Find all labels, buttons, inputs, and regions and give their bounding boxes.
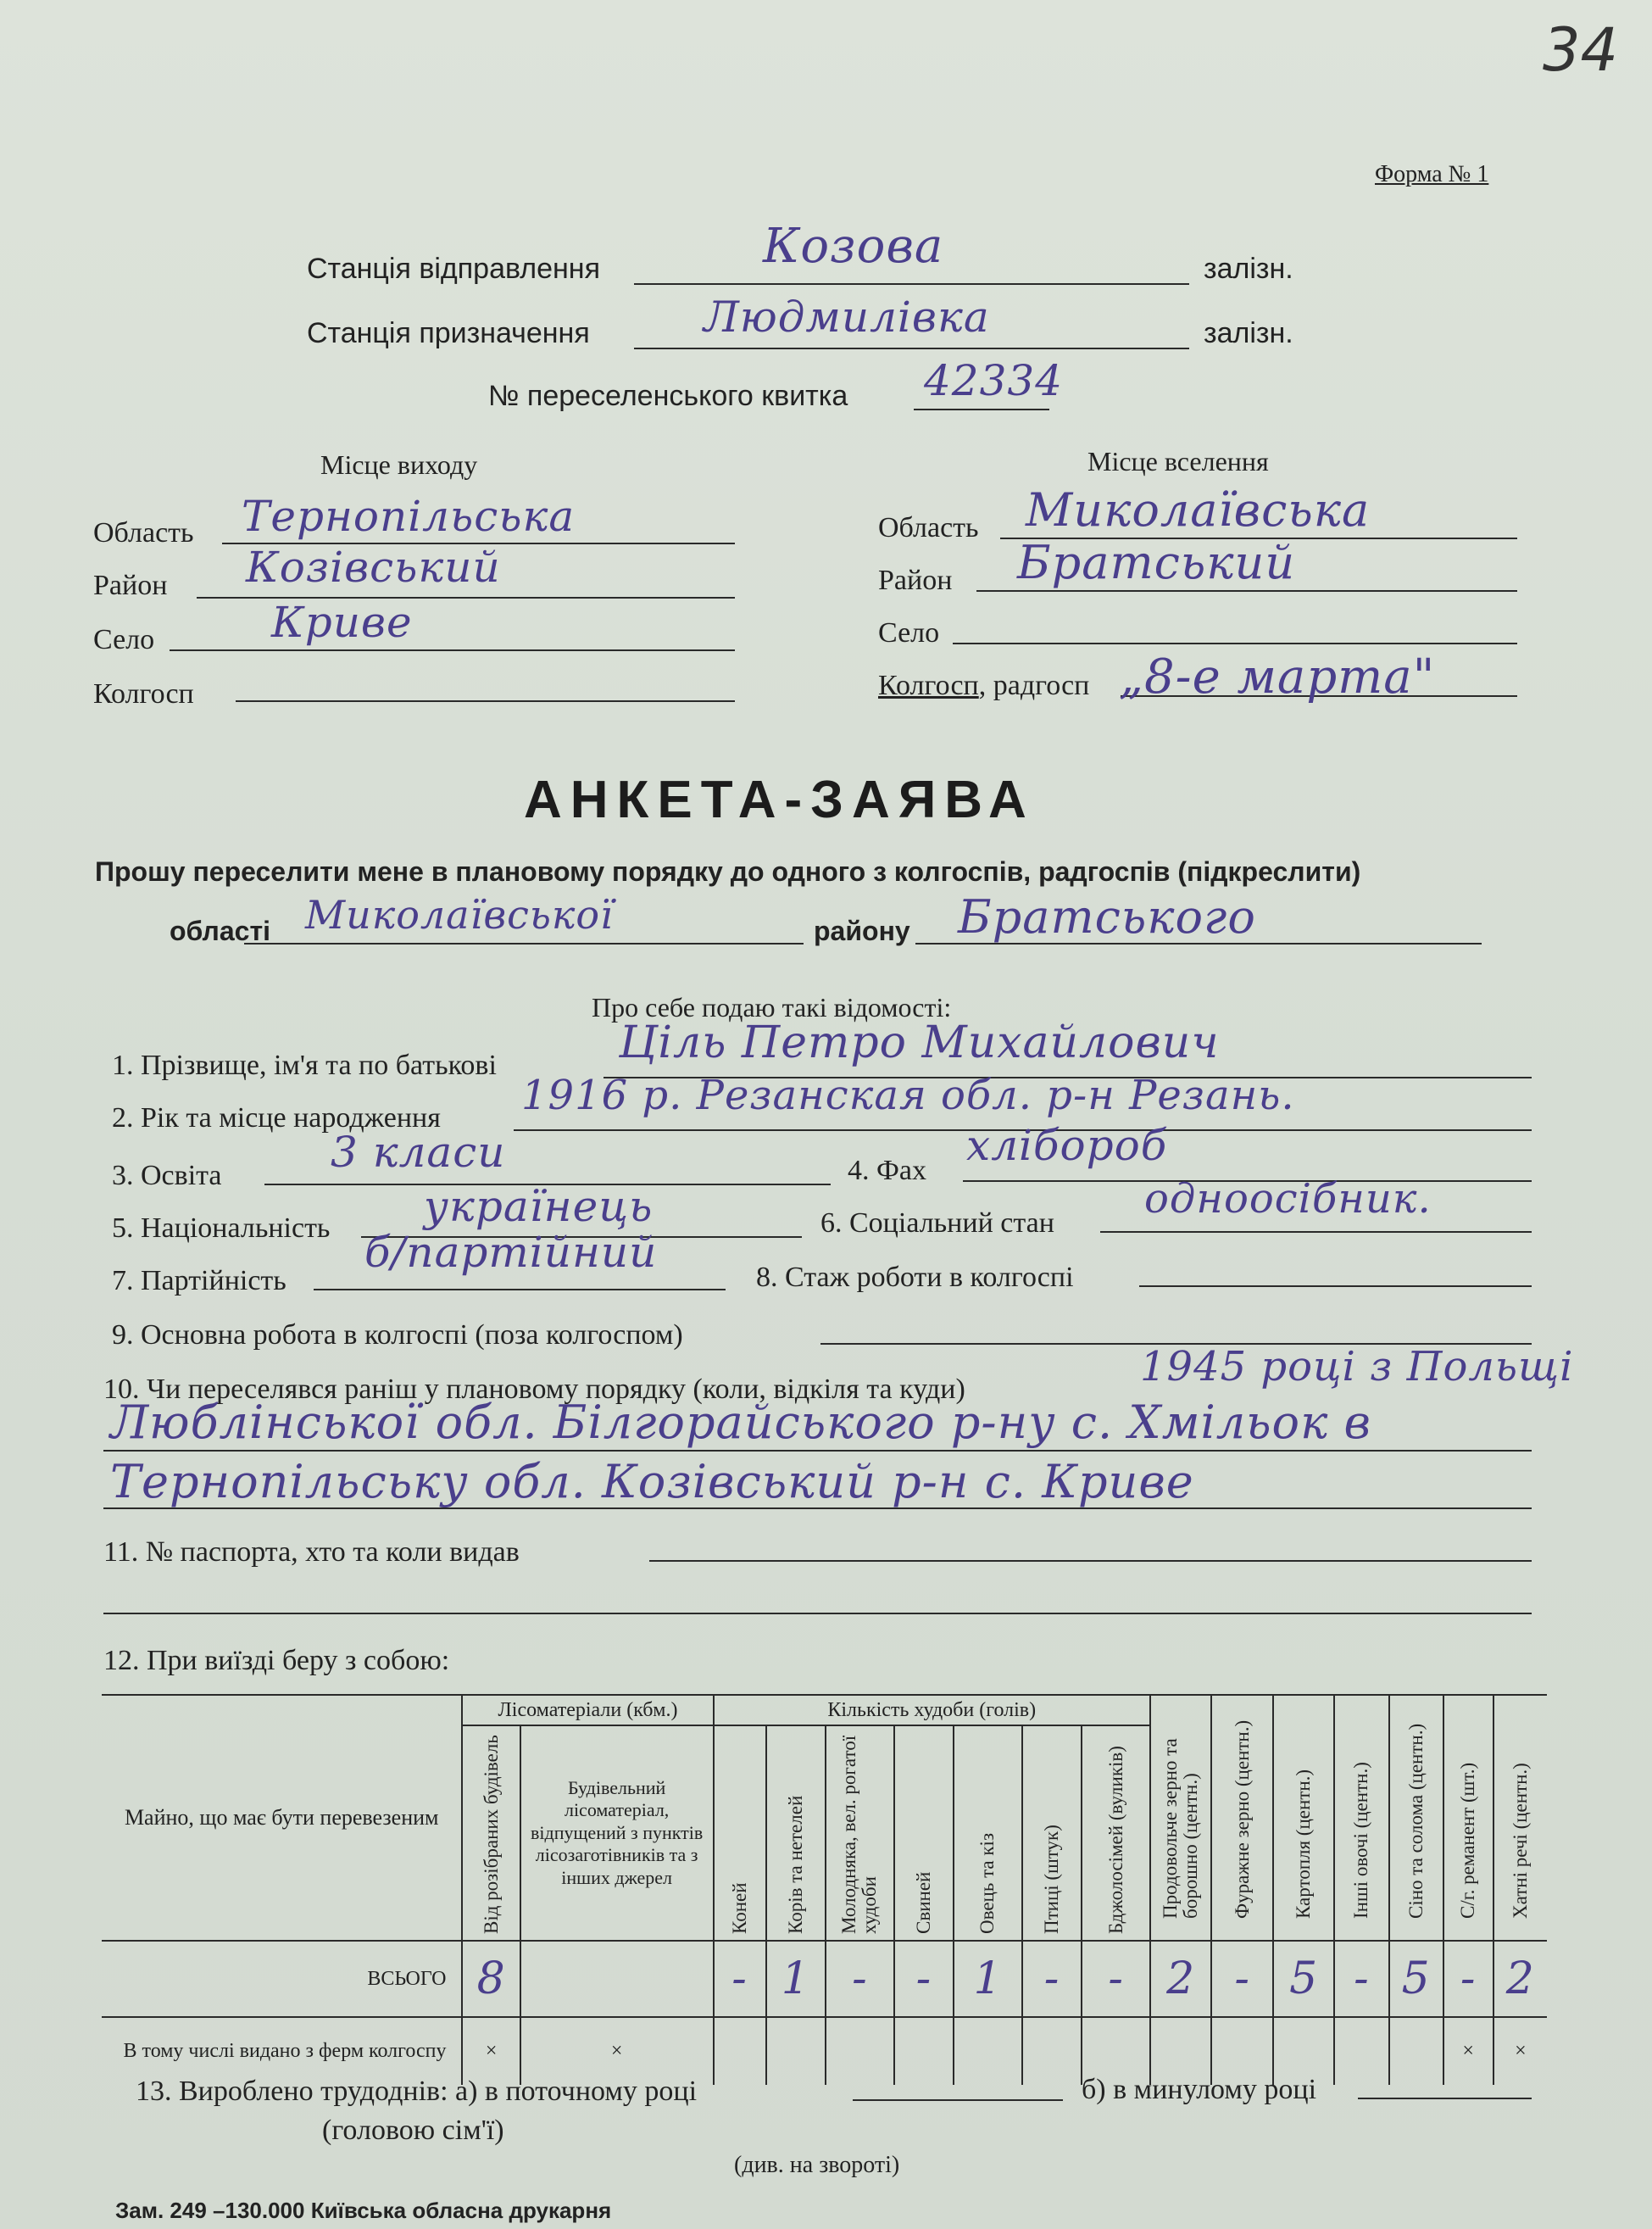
farm-cell (1022, 2017, 1082, 2085)
farm-cell (894, 2017, 954, 2085)
settlement-selo-line (953, 643, 1517, 644)
settlement-radhosp-label: , радгосп (978, 670, 1090, 701)
origin-raion-label: Район (93, 570, 168, 601)
origin-header: Місце виходу (320, 449, 478, 480)
q13-label: 13. Вироблено трудоднів: а) в поточному році (136, 2076, 698, 2107)
request-oblast-value: Миколаївської (305, 892, 614, 938)
printer-imprint: Зам. 249 –130.000 Київська обласна друкарня (115, 2198, 612, 2223)
q6-label: 6. Соціальний стан (820, 1207, 1054, 1239)
request-oblast-line (244, 943, 804, 945)
q6-line (1100, 1231, 1532, 1233)
departure-rail: залізн. (1204, 253, 1293, 285)
total-cell (520, 1941, 714, 2017)
settlement-header: Місце вселення (1087, 446, 1269, 476)
col-young-cattle: Молодняка, вел. рогатої худоби (826, 1725, 894, 1941)
farm-cell (1334, 2017, 1388, 2085)
origin-oblast-label: Область (93, 517, 194, 549)
request-raion-label: району (814, 916, 910, 946)
q7-line (314, 1289, 726, 1290)
q13-b-label: б) в минулому році (1082, 2074, 1317, 2105)
farm-cell (1389, 2017, 1443, 2085)
q1-label: 1. Прізвище, ім'я та по батькові (112, 1050, 497, 1081)
total-cell: - (1022, 1941, 1082, 2017)
departure-label: Станція відправлення (307, 253, 600, 285)
belongings-table (102, 1694, 1547, 2085)
property-header: Майно, що має бути перевезеним (124, 1805, 439, 1831)
form-number: Форма № 1 (1375, 161, 1489, 187)
q10-line-2 (103, 1450, 1532, 1452)
farm-cell: × (1493, 2017, 1547, 2085)
q4-value: хлібороб (966, 1121, 1168, 1170)
livestock-header: Кількість худоби (голів) (714, 1695, 1150, 1725)
total-cell: 1 (766, 1941, 826, 2017)
ticket-line (914, 409, 1049, 410)
farm-cell (714, 2017, 766, 2085)
farm-cell (954, 2017, 1022, 2085)
settlement-oblast-value: Миколаївська (1026, 483, 1371, 537)
request-text: Прошу переселити мене в плановому порядку до одного з колгоспів, радгоспів (підкреслити) (95, 856, 1361, 887)
q7-value: б/партійний (364, 1228, 658, 1277)
total-cell: - (894, 1941, 954, 2017)
farm-cell: × (520, 2017, 714, 2085)
about-intro: Про себе подаю такі відомості: (592, 992, 952, 1023)
total-label: ВСЬОГО (102, 1941, 462, 2017)
q7-label: 7. Партійність (112, 1265, 286, 1296)
total-cell: - (1211, 1941, 1272, 2017)
origin-selo-value: Криве (271, 598, 413, 647)
origin-selo-label: Село (93, 624, 155, 655)
request-oblast-label: області (170, 916, 270, 946)
col-tools: С/г. реманент (шт.) (1443, 1695, 1493, 1941)
col-beehives: Бджолосімей (вуликів) (1082, 1725, 1150, 1941)
col-fodder-grain: Фуражне зерно (центн.) (1211, 1695, 1272, 1941)
total-cell: - (1334, 1941, 1388, 2017)
q3-label: 3. Освіта (112, 1160, 222, 1191)
farm-cell (766, 2017, 826, 2085)
form-title: АНКЕТА-ЗАЯВА (524, 771, 1035, 829)
total-cell: 1 (954, 1941, 1022, 2017)
total-cell: - (714, 1941, 766, 2017)
settlement-selo-label: Село (878, 617, 940, 649)
settlement-kolhosp-label: Колгосп (878, 670, 979, 701)
total-cell: 2 (1150, 1941, 1211, 2017)
col-dismantled: Від розібраних будівель (462, 1725, 520, 1941)
col-sheep: Овець та кіз (954, 1725, 1022, 1941)
q6-value: одноосібник. (1144, 1175, 1432, 1223)
q11-line (649, 1560, 1532, 1562)
q8-label: 8. Стаж роботи в колгоспі (756, 1262, 1074, 1293)
q9-label: 9. Основна робота в колгоспі (поза колгоспом) (112, 1319, 683, 1351)
q1-value: Ціль Петро Михайлович (619, 1017, 1220, 1068)
col-potato: Картопля (центн.) (1273, 1695, 1334, 1941)
q5-label: 5. Національність (112, 1212, 331, 1244)
q10-value-2: Люблінської обл. Білгорайського р-ну с. Хмільок в (110, 1396, 1371, 1449)
settlement-kolhosp-row (878, 670, 1089, 702)
col-poultry: Птиці (штук) (1022, 1725, 1082, 1941)
departure-value: Козова (763, 219, 944, 274)
farm-cell (826, 2017, 894, 2085)
q8-line (1139, 1285, 1532, 1287)
q13-line-b (1358, 2098, 1532, 2099)
ticket-label: № переселенського квитка (488, 380, 848, 412)
origin-oblast-value: Тернопільська (242, 492, 576, 541)
col-building-lumber: Будівельний лісоматеріал, відпущений з пунктів лісозаготівників та з інших джерел (520, 1725, 714, 1941)
farm-cell: × (1443, 2017, 1493, 2085)
settlement-oblast-label: Область (878, 512, 979, 543)
origin-selo-line (170, 649, 735, 651)
total-cell: - (1443, 1941, 1493, 2017)
col-hay: Сіно та солома (центн.) (1389, 1695, 1443, 1941)
destination-value: Людмилівка (704, 293, 990, 342)
archive-number: 34 (1543, 15, 1619, 85)
col-food-grain: Продовольче зерно та борошно (центн.) (1150, 1695, 1211, 1941)
q13-sub: (головою сім'ї) (322, 2115, 504, 2146)
destination-label: Станція призначення (307, 317, 590, 349)
request-raion-value: Братського (958, 890, 1256, 944)
total-cell: 5 (1273, 1941, 1334, 2017)
destination-line (634, 348, 1189, 349)
total-cell: 5 (1389, 1941, 1443, 2017)
ticket-value: 42334 (924, 356, 1064, 405)
q10-value-3: Тернопільську обл. Козівський р-н с. Криве (110, 1455, 1194, 1508)
origin-kolhosp-line (236, 700, 735, 702)
total-cell: - (1082, 1941, 1150, 2017)
q5-value: українець (424, 1182, 654, 1231)
origin-raion-value: Козівський (246, 543, 501, 592)
col-vegetables: Інші овочі (центн.) (1334, 1695, 1388, 1941)
property-header-cell (102, 1695, 462, 1941)
q3-value: 3 класи (331, 1128, 506, 1177)
departure-line (634, 283, 1189, 285)
col-cows: Корів та нетелей (766, 1725, 826, 1941)
settlement-kolhosp-value: „8-е марта" (1119, 649, 1436, 705)
total-cell: 2 (1493, 1941, 1547, 2017)
settlement-raion-label: Район (878, 565, 953, 596)
q12-label: 12. При виїзді беру з собою: (103, 1645, 450, 1676)
settlement-raion-value: Братський (1017, 536, 1296, 589)
q4-label: 4. Фах (848, 1155, 926, 1186)
col-pigs: Свиней (894, 1725, 954, 1941)
destination-rail: залізн. (1204, 317, 1293, 349)
total-cell: - (826, 1941, 894, 2017)
q2-value: 1916 р. Резанская обл. р-н Резань. (521, 1072, 1295, 1119)
q11-label: 11. № паспорта, хто та коли видав (103, 1536, 520, 1568)
q10-value-1: 1945 році з Польщі (1140, 1343, 1574, 1390)
col-household: Хатні речі (центн.) (1493, 1695, 1547, 1941)
origin-kolhosp-label: Колгосп (93, 678, 194, 710)
lumber-header: Лісоматеріали (кбм.) (462, 1695, 713, 1725)
settlement-raion-line (976, 590, 1517, 592)
q13-line-a (853, 2099, 1063, 2101)
farm-cell: × (462, 2017, 520, 2085)
see-back-note: (див. на звороті) (734, 2152, 900, 2178)
col-horses: Коней (714, 1725, 766, 1941)
q10-label: 10. Чи переселявся раніш у плановому порядку (коли, відкіля та куди) (103, 1374, 965, 1405)
q11-line-2 (103, 1613, 1532, 1614)
total-cell: 8 (462, 1941, 520, 2017)
farm-label: В тому числі видано з ферм колгоспу (102, 2017, 462, 2085)
q2-label: 2. Рік та місце народження (112, 1102, 441, 1134)
